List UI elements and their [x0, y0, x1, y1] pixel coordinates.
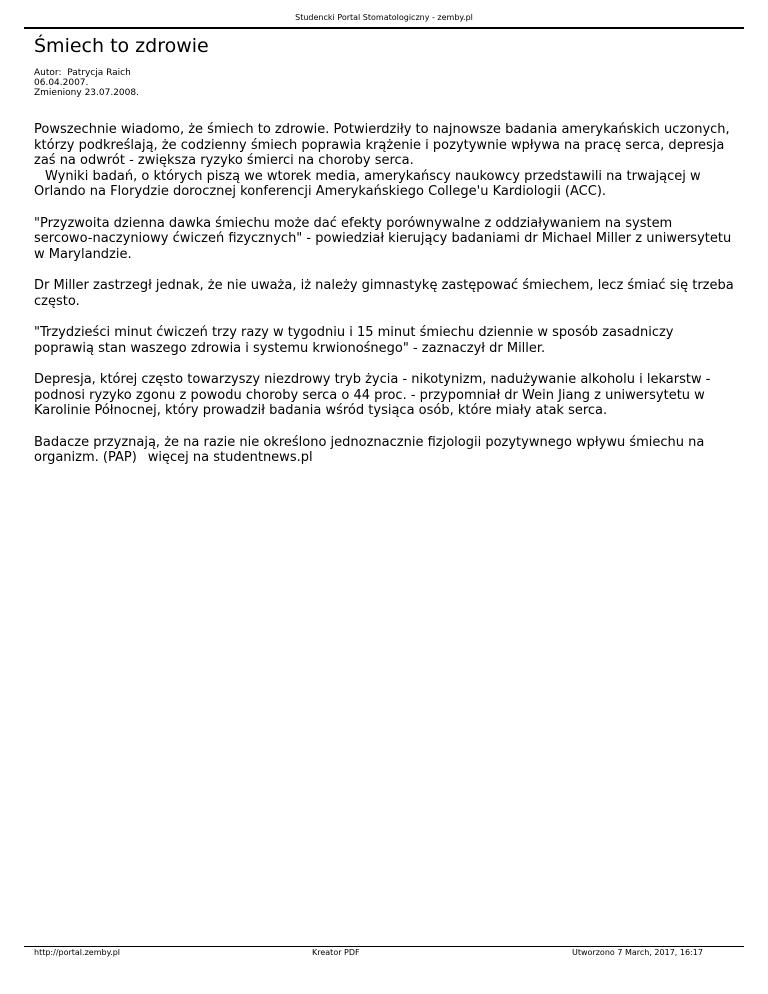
- article-paragraph: "Przyzwoita dzienna dawka śmiechu może dać efekty porównywalne z oddziaływaniem na system sercowo-naczyniowy ćwiczeń fizycznych" - powiedział kierujący badaniami dr Michael Miller z uniwersytetu w Marylandzie.: [34, 215, 732, 262]
- article-date: 06.04.2007.: [34, 78, 89, 88]
- footer-url: http://portal.zemby.pl: [34, 948, 121, 957]
- article-body: [34, 122, 734, 482]
- footer-creator: Kreator PDF: [312, 948, 360, 957]
- article-paragraph: [34, 435, 734, 466]
- article-modified-date: Zmieniony 23.07.2008.: [34, 88, 139, 98]
- article-paragraph: "Trzydzieści minut ćwiczeń trzy razy w tygodniu i 15 minut śmiechu dziennie w sposób zasadniczy poprawią stan waszego zdrowia i systemu krwionośnego" - zaznaczył dr Miller.: [34, 325, 674, 356]
- more-link[interactable]: więcej na studentnews.pl: [147, 450, 313, 465]
- paragraph-text: Wyniki badań, o których piszą we wtorek media, amerykańscy naukowcy przedstawili na trwającej w Orlando na Florydzie dorocznej konferencji Amerykańskiego College'u Kardiologii (ACC).: [34, 168, 701, 199]
- article-paragraph: Dr Miller zastrzegł jednak, że nie uważa, iż należy gimnastykę zastępować śmiechem, lecz śmiać się trzeba często.: [34, 278, 734, 309]
- paragraph-text: Badacze przyznają, że na razie nie określono jednoznacznie fizjologii pozytywnego wpływu śmiechu na organizm. (PAP): [34, 434, 705, 465]
- footer-divider: [24, 946, 744, 947]
- site-header-title: Studencki Portal Stomatologiczny - zemby.pl: [295, 13, 473, 22]
- footer-created-date: Utworzono 7 March, 2017, 16:17: [572, 948, 703, 957]
- paragraph-text: Powszechnie wiadomo, że śmiech to zdrowie. Potwierdziły to najnowsze badania amerykańskich uczonych, którzy podkreślają, że codzienny śmiech poprawia krążenie i pozytywnie wpływa na pracę serca, depresja zaś na odwrót - zwiększa ryzyko śmierci na choroby serca.: [34, 122, 730, 168]
- article-paragraph: Depresja, której często towarzyszy niezdrowy tryb życia - nikotynizm, nadużywanie alkoholu i lekarstw - podnosi ryzyko zgonu z powodu choroby serca o 44 proc. - przypomniał dr Wein Jiang z uniwersytetu w Karolinie Północnej, który prowadził badania wśród tysiąca osób, które miały atak serca.: [34, 372, 711, 418]
- article-meta: [34, 68, 139, 98]
- header-divider: [24, 27, 744, 29]
- article-title: Śmiech to zdrowie: [34, 35, 209, 57]
- article-paragraph: [34, 122, 734, 200]
- article-author: Autor: Patrycja Raich: [34, 68, 131, 78]
